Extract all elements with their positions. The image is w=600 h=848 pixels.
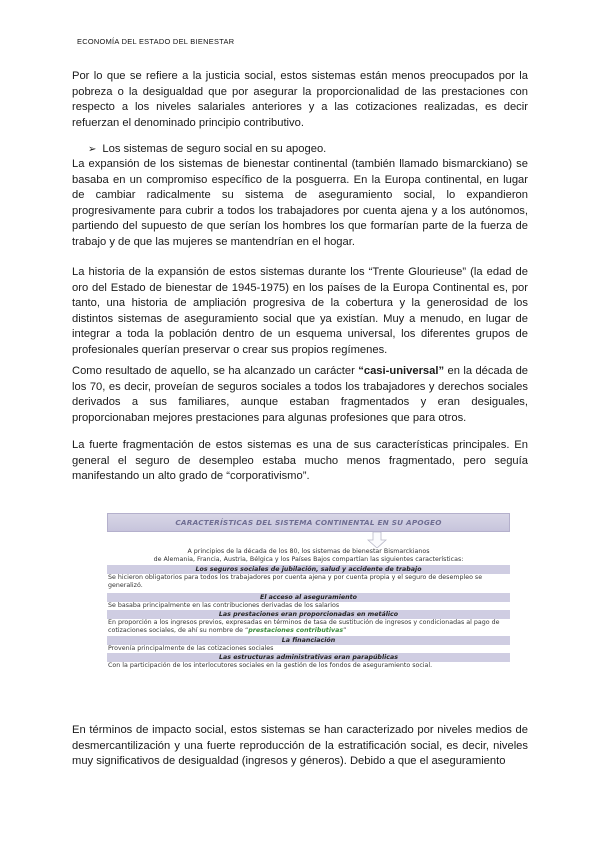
page-header: ECONOMÍA DEL ESTADO DEL BIENESTAR xyxy=(77,37,235,46)
table-intro-line2: de Alemania, Francia, Austria, Bélgica y los Países Bajos compartían las siguientes características: xyxy=(153,556,464,564)
prestaciones-text: En proporción a los ingresos previos, expresadas en términos de tasa de sustitución de ingresos y condicionadas al pago de cotizaciones sociales, de ahí su nombre de “ xyxy=(108,619,500,635)
bullet-text: Los sistemas de seguro social en su apogeo. xyxy=(102,143,327,155)
paragraph-casi-universal xyxy=(72,364,528,426)
table-intro-line1: A principios de la década de los 80, los sistemas de bienestar Bismarckianos xyxy=(187,548,430,555)
paragraph-justicia-social: Por lo que se refiere a la justicia social, estos sistemas están menos preocupados por la pobreza o la desigualdad que por asegurar la proporcionalidad de las prestaciones con respecto a los niveles salariales anteriores y a las cotizaciones realizadas, es decir refuerzan el denominado principio contributivo. xyxy=(72,70,528,129)
paragraph-historia: La historia de la expansión de estos sistemas durante los “Trente Glourieuse” (la edad de oro del Estado de bienestar de 1945-1975) en los países de la Europa Continental es, por tanto, una historia de ampliación progresiva de la cobertura y la generosidad de los distintos sistemas de aseguramiento social que ya existían. Muy a menudo, en lugar de integrar a toda la población dentro de un esquema universal, los diferentes grupos de profesionales querían preservar o crear sus propios regímenes. xyxy=(72,266,528,356)
paragraph-impacto-social: En términos de impacto social, estos sistemas se han caracterizado por niveles medios de desmercantilización y una fuerte reproducción de la estratificación social, es decir, niveles muy significativos de desigualdad (ingresos y géneros). Debido a que el aseguramiento xyxy=(72,724,528,768)
section-body-estructuras: Con la participación de los interlocutores sociales en la gestión de los fondos de aseguramiento social. xyxy=(108,662,433,670)
section-header-acceso: El acceso al aseguramiento xyxy=(107,593,510,602)
prestaciones-highlight: prestaciones contributivas xyxy=(248,627,344,635)
table-title: CARACTERÍSTICAS DEL SISTEMA CONTINENTAL EN SU APOGEO xyxy=(107,513,510,532)
section-body-acceso: Se basaba principalmente en las contribuciones derivadas de los salarios xyxy=(108,601,340,609)
paragraph-expansion: La expansión de los sistemas de bienestar continental (también llamado bismarckiano) se basaba en un compromiso específico de la posguerra. En la Europa continental, en lugar de cambiar radicalmente su sistema de aseguramiento social, lo expandieron progresivamente para cubrir a todos los trabajadores por cuenta ajena y a los autónomos, partiendo del supuesto de que serían los hombres los que formarían parte de la fuerza de trabajo y de que las mujeres se mantendrían en el hogar. xyxy=(72,158,528,248)
p4-bold-term: “casi-universal” xyxy=(358,365,445,377)
p4-start: Como resultado de aquello, se ha alcanzado un carácter xyxy=(72,365,359,377)
characteristics-table xyxy=(107,513,510,671)
paragraph-fragmentacion: La fuerte fragmentación de estos sistemas es una de sus características principales. En general el seguro de desempleo estaba mucho menos fragmentado, pero seguía manifestando un alto grado de “corporativismo”. xyxy=(72,439,528,483)
section-body-prestaciones xyxy=(107,619,510,636)
section-header-financiacion: La financiación xyxy=(107,636,510,645)
section-header-prestaciones: Las prestaciones eran proporcionadas en metálico xyxy=(107,610,510,619)
section-body-financiacion: Provenía principalmente de las cotizaciones sociales xyxy=(108,644,274,652)
p4-end: en la década de los 70, es decir, proveían de seguros sociales a todos los trabajadores y derechos sociales derivados a sus familiares, aunque estaban fragmentados y eran desiguales, proporcionaban mejores prestaciones para algunas profesiones que para otros. xyxy=(72,365,529,424)
section-header-estructuras: Las estructuras administrativas eran parapúblicas xyxy=(107,653,510,662)
prestaciones-close: ” xyxy=(343,627,347,635)
down-arrow-icon xyxy=(367,532,387,548)
bullet-item xyxy=(88,142,326,158)
section-header-seguros: Los seguros sociales de jubilación, salud y accidente de trabajo xyxy=(107,565,510,574)
arrow-bullet-icon: ➢ xyxy=(88,144,97,155)
section-body-seguros: Se hicieron obligatorios para todos los trabajadores por cuenta ajena y por cuenta propia y el seguro de desempleo se generalizó. xyxy=(108,573,483,590)
